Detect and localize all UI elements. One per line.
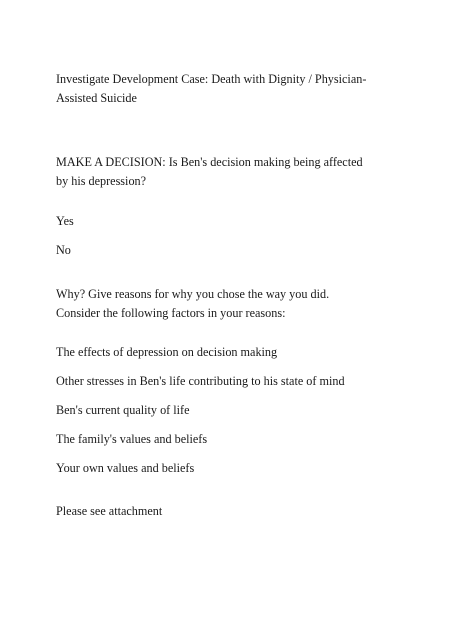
option-no: No [56, 243, 71, 257]
factor-item: Other stresses in Ben's life contributing to his state of mind [56, 374, 345, 388]
question-line-2: by his depression? [56, 174, 147, 188]
factor-item: The effects of depression on decision making [56, 345, 278, 359]
factor-item: Ben's current quality of life [56, 403, 190, 417]
factor-item: Your own values and beliefs [56, 461, 195, 475]
question-line-1: MAKE A DECISION: Is Ben's decision making being affected [56, 155, 363, 169]
title-line-1: Investigate Development Case: Death with Dignity / Physician- [56, 72, 367, 86]
factor-item: The family's values and beliefs [56, 432, 208, 446]
decision-question [56, 153, 406, 191]
prompt-line-1: Why? Give reasons for why you chose the way you did. [56, 287, 330, 301]
closing-note: Please see attachment [56, 504, 163, 518]
title-line-2: Assisted Suicide [56, 91, 137, 105]
option-yes: Yes [56, 214, 74, 228]
prompt-line-2: Consider the following factors in your reasons: [56, 306, 286, 320]
document-title [56, 70, 406, 108]
reasons-prompt [56, 285, 406, 323]
